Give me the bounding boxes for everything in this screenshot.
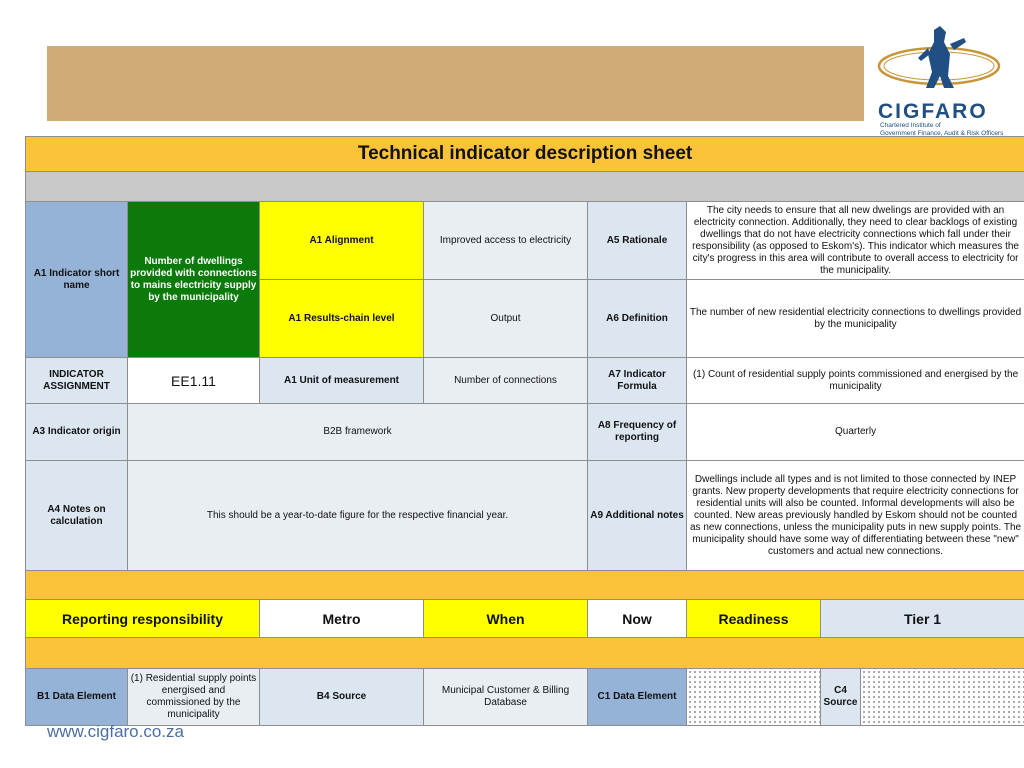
a1-results-chain-label: A1 Results-chain level <box>260 280 424 358</box>
a1-alignment-label: A1 Alignment <box>260 202 424 280</box>
a9-notes-value: Dwellings include all types and is not limited to those connected by INEP grants. New property developments that require electricity connections for residential units will also be counted. Informal developments will also be counted. New areas previously handled by Eskom should not be counted as new connections, unless the municipality puts in new supply points. The municipality should have some way of differentiating between these "new" customers and actual new connections. <box>687 461 1024 571</box>
a6-definition-label: A6 Definition <box>588 280 687 358</box>
a1-short-name-label: A1 Indicator short name <box>26 202 128 358</box>
logo-subtitle-line1: Chartered Institute of <box>880 122 941 129</box>
a1-unit-value: Number of connections <box>424 358 588 404</box>
b1-data-element-value: (1) Residential supply points energised and commissioned by the municipality <box>128 669 260 726</box>
b4-source-value: Municipal Customer & Billing Database <box>424 669 588 726</box>
c1-data-element-label: C1 Data Element <box>588 669 687 726</box>
c4-source-label: C4 Source <box>821 669 861 726</box>
gray-spacer-row <box>26 172 1024 202</box>
indicator-assignment-label: INDICATOR ASSIGNMENT <box>26 358 128 404</box>
logo-wordmark: CIGFARO <box>878 100 988 123</box>
sheet-title: Technical indicator description sheet <box>26 137 1024 172</box>
reporting-responsibility-value: Metro <box>260 600 424 638</box>
a7-formula-label: A7 Indicator Formula <box>588 358 687 404</box>
readiness-value: Tier 1 <box>821 600 1024 638</box>
footer-url[interactable]: www.cigfaro.co.za <box>47 722 184 741</box>
logo-subtitle-line2: Government Finance, Audit & Risk Officers <box>880 130 1004 137</box>
a8-frequency-value: Quarterly <box>687 404 1024 461</box>
a6-definition-value: The number of new residential electricity connections to dwellings provided by the municipality <box>687 280 1024 358</box>
readiness-label: Readiness <box>687 600 821 638</box>
a8-frequency-label: A8 Frequency of reporting <box>588 404 687 461</box>
a4-notes-label: A4 Notes on calculation <box>26 461 128 571</box>
a4-notes-value: This should be a year-to-date figure for the respective financial year. <box>128 461 588 571</box>
orange-spacer-row <box>26 571 1024 600</box>
a1-results-chain-value: Output <box>424 280 588 358</box>
indicator-sheet-table <box>25 136 1024 726</box>
c1-data-element-value <box>687 669 821 726</box>
header-banner <box>47 46 864 121</box>
a7-formula-value: (1) Count of residential supply points commissioned and energised by the municipality <box>687 358 1024 404</box>
when-label: When <box>424 600 588 638</box>
a1-short-name-value: Number of dwellings provided with connections to mains electricity supply by the municipality <box>128 202 260 358</box>
a5-rationale-label: A5 Rationale <box>588 202 687 280</box>
a3-origin-value: B2B framework <box>128 404 588 461</box>
a3-origin-label: A3 Indicator origin <box>26 404 128 461</box>
b4-source-label: B4 Source <box>260 669 424 726</box>
orange-spacer-row-2 <box>26 638 1024 669</box>
b1-data-element-label: B1 Data Element <box>26 669 128 726</box>
reporting-responsibility-label: Reporting responsibility <box>26 600 260 638</box>
a9-notes-label: A9 Additional notes <box>588 461 687 571</box>
when-value: Now <box>588 600 687 638</box>
indicator-assignment-value: EE1.11 <box>128 358 260 404</box>
a1-alignment-value: Improved access to electricity <box>424 202 588 280</box>
a1-unit-label: A1 Unit of measurement <box>260 358 424 404</box>
a5-rationale-value: The city needs to ensure that all new dwelings are provided with an electricity connection. Additionally, they need to clear backlogs of existing dwellings that do not have electricity connections which fall under their responsibility (as opposed to Eskom's). This indicator which measures the city's progress in this area will contribute to overall access to electricity for the municipality. <box>687 202 1024 280</box>
c4-source-value <box>861 669 1024 726</box>
